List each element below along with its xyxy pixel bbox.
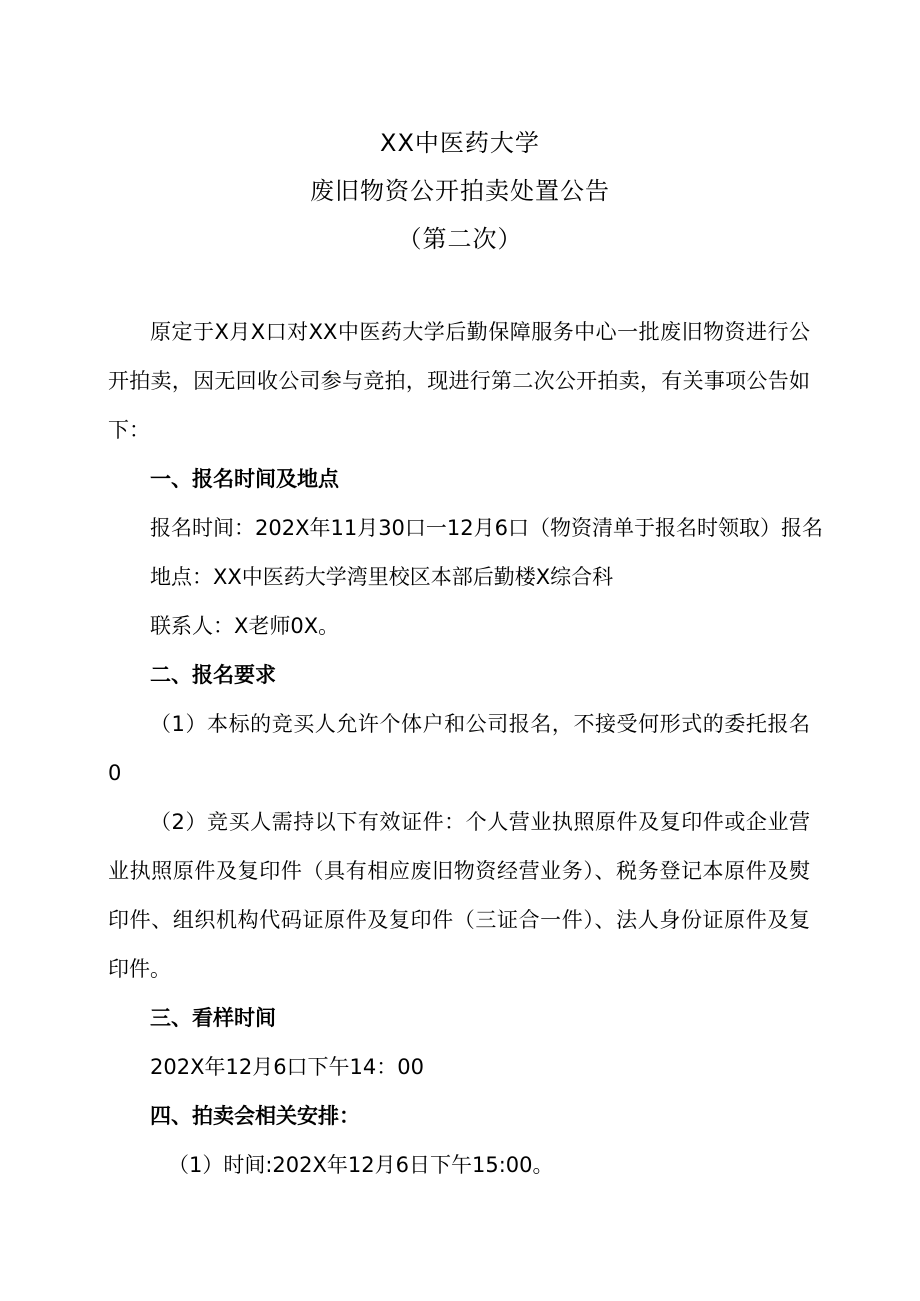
title-university: XX中医药大学 <box>380 129 540 157</box>
intro-line-1: 原定于X月X口对XX中医药大学后勤保障服务中心一批废旧物资进行公 <box>150 320 810 344</box>
section-3-heading: 三、看样时间 <box>150 1006 276 1030</box>
auction-time: （1）时间:202X年12月6日下午15:00。 <box>168 1153 554 1177</box>
section-1-heading: 一、报名时间及地点 <box>150 467 339 491</box>
requirement-2-line-1: （2）竞买人需持以下有效证件：个人营业执照原件及复印件或企业营 <box>150 810 810 834</box>
section-2-heading: 二、报名要求 <box>150 663 276 687</box>
requirement-1-line-2: 0 <box>108 761 122 785</box>
registration-place: 地点：XX中医药大学湾里校区本部后勤楼X综合科 <box>150 565 614 589</box>
viewing-time: 202X年12月6口下午14：00 <box>150 1055 424 1079</box>
requirement-2-line-4: 印件。 <box>108 957 171 981</box>
contact-person: 联系人：X老师0X。 <box>150 614 340 638</box>
requirement-1-line-1: （1）本标的竞买人允许个体户和公司报名，不接受何形式的委托报名 <box>150 712 810 736</box>
intro-line-2: 开拍卖，因无回收公司参与竞拍，现进行第二次公开拍卖，有关事项公告如 <box>108 369 810 393</box>
requirement-2-line-2: 业执照原件及复印件（具有相应废旧物资经营业务）、税务登记本原件及熨 <box>108 859 810 883</box>
requirement-2-line-3: 印件、组织机构代码证原件及复印件（三证合一件）、法人身份证原件及复 <box>108 908 810 932</box>
intro-line-3: 下： <box>108 418 150 442</box>
registration-time: 报名时间：202X年11月30口一12月6口（物资清单于报名时领取）报名 <box>150 516 823 540</box>
title-round: （第二次） <box>397 225 523 253</box>
title-announcement: 废旧物资公开拍卖处置公告 <box>310 177 610 205</box>
section-4-heading: 四、拍卖会相关安排： <box>150 1104 360 1128</box>
